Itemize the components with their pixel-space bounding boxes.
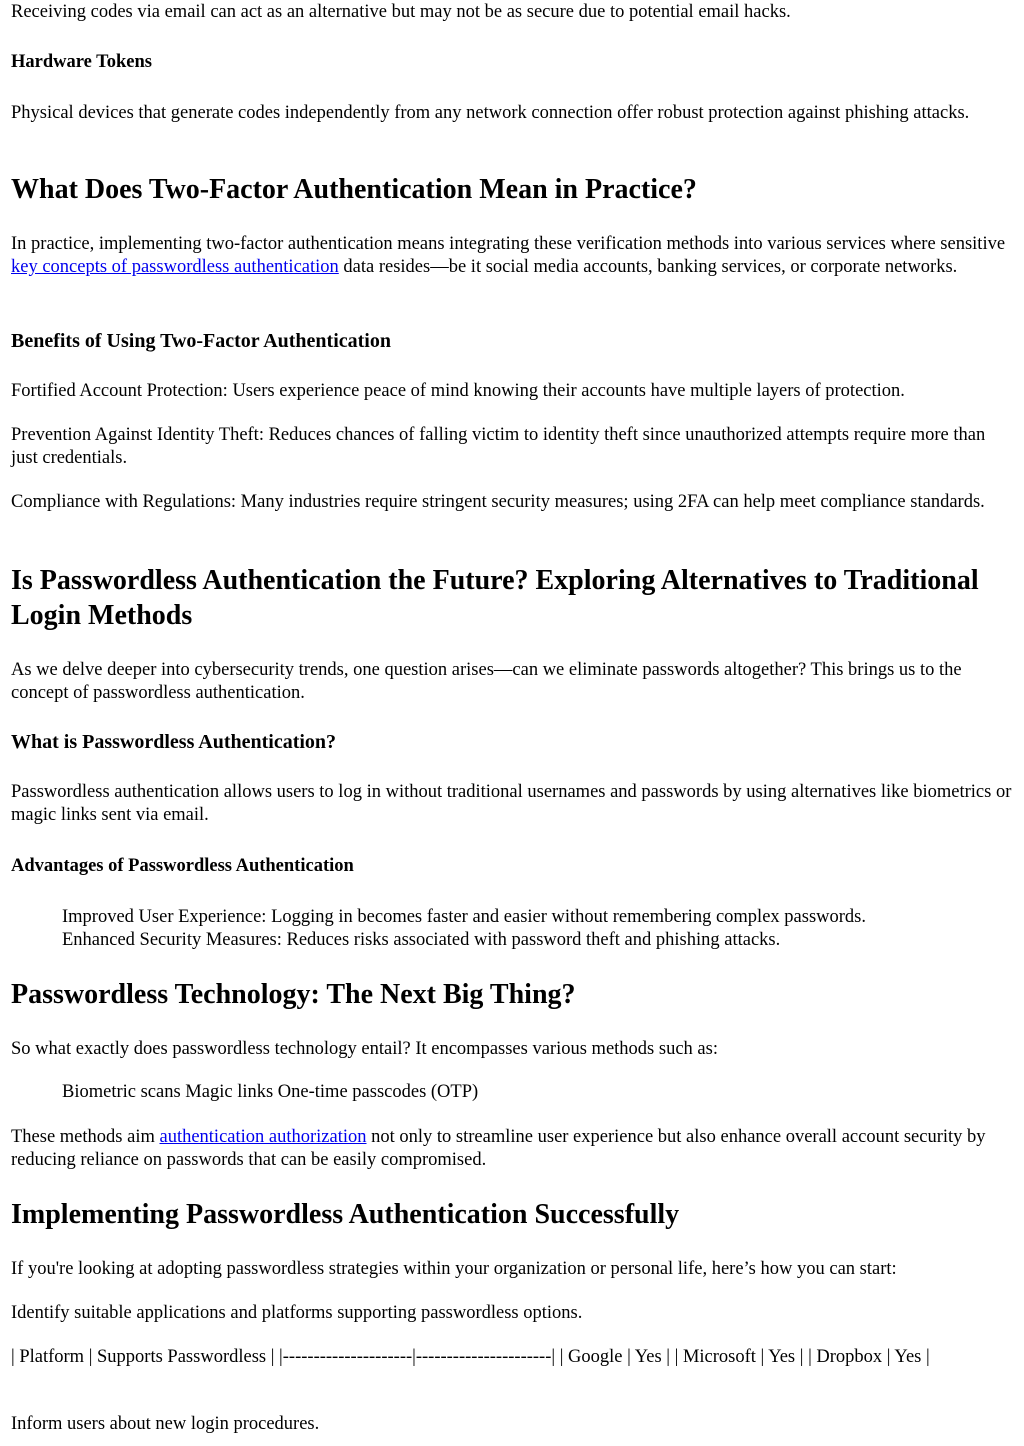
- benefit-compliance: Compliance with Regulations: Many industries require stringent security measures; using 2FA can help meet compliance standards.: [11, 492, 985, 512]
- identify-step: Identify suitable applications and platforms supporting passwordless options.: [11, 1303, 583, 1323]
- practice-text-after: data resides—be it social media accounts, banking services, or corporate networks.: [338, 257, 958, 277]
- future-paragraph: As we delve deeper into cybersecurity trends, one question arises—can we eliminate passwords altogether? This brings us to the concept of passwordless authentication.: [11, 660, 962, 703]
- practice-paragraph: [11, 233, 1015, 279]
- passwordless-concepts-link[interactable]: key concepts of passwordless authentication: [11, 257, 339, 277]
- benefit-account-protection: Fortified Account Protection: Users experience peace of mind knowing their accounts have multiple layers of protection.: [11, 381, 905, 401]
- benefit-identity-theft: Prevention Against Identity Theft: Reduces chances of falling victim to identity theft since unauthorized attempts require more than just credentials.: [11, 425, 986, 468]
- platform-table-text: | Platform | Supports Passwordless | |---------------------|----------------------| | Google | Yes | | Microsoft | Yes | | Dropbox | Yes |: [11, 1347, 930, 1367]
- inform-step: Inform users about new login procedures.: [11, 1414, 320, 1434]
- future-heading: Is Passwordless Authentication the Future? Exploring Alternatives to Traditional Login Methods: [11, 565, 979, 631]
- implementing-paragraph: If you're looking at adopting passwordless strategies within your organization or personal life, here’s how you can start:: [11, 1259, 897, 1279]
- methods-list: Biometric scans Magic links One-time passcodes (OTP): [62, 1082, 479, 1102]
- advantages-heading: Advantages of Passwordless Authentication: [11, 856, 354, 876]
- authentication-authorization-link[interactable]: authentication authorization: [159, 1127, 367, 1147]
- what-is-passwordless-paragraph: Passwordless authentication allows users to log in without traditional usernames and passwords by using alternatives like biometrics or magic links sent via email.: [11, 782, 1012, 825]
- hardware-tokens-heading: Hardware Tokens: [11, 52, 153, 72]
- passwordless-tech-paragraph: So what exactly does passwordless technology entail? It encompasses various methods such as:: [11, 1039, 718, 1059]
- passwordless-tech-heading: Passwordless Technology: The Next Big Thing?: [11, 979, 576, 1010]
- benefits-heading: Benefits of Using Two-Factor Authentication: [11, 330, 391, 352]
- what-is-passwordless-heading: What is Passwordless Authentication?: [11, 731, 337, 753]
- advantage-item: Enhanced Security Measures: Reduces risks associated with password theft and phishing attacks.: [62, 930, 781, 950]
- email-alternative-paragraph: Receiving codes via email can act as an alternative but may not be as secure due to potential email hacks.: [11, 2, 791, 22]
- aim-text-after: not only to streamline user experience but also enhance overall account security by reducing reliance on passwords that can be easily compromised.: [11, 1127, 986, 1170]
- aim-text-before: These methods aim: [11, 1127, 160, 1147]
- hardware-tokens-paragraph: Physical devices that generate codes independently from any network connection offer robust protection against phishing attacks.: [11, 103, 970, 123]
- advantage-item: Improved User Experience: Logging in becomes faster and easier without remembering complex passwords.: [62, 907, 866, 927]
- practice-text-before: In practice, implementing two-factor authentication means integrating these verification methods into various services where sensitive: [11, 234, 1006, 254]
- practice-heading: What Does Two-Factor Authentication Mean in Practice?: [11, 174, 697, 205]
- implementing-heading: Implementing Passwordless Authentication Successfully: [11, 1199, 680, 1230]
- methods-aim-paragraph: [11, 1126, 1015, 1172]
